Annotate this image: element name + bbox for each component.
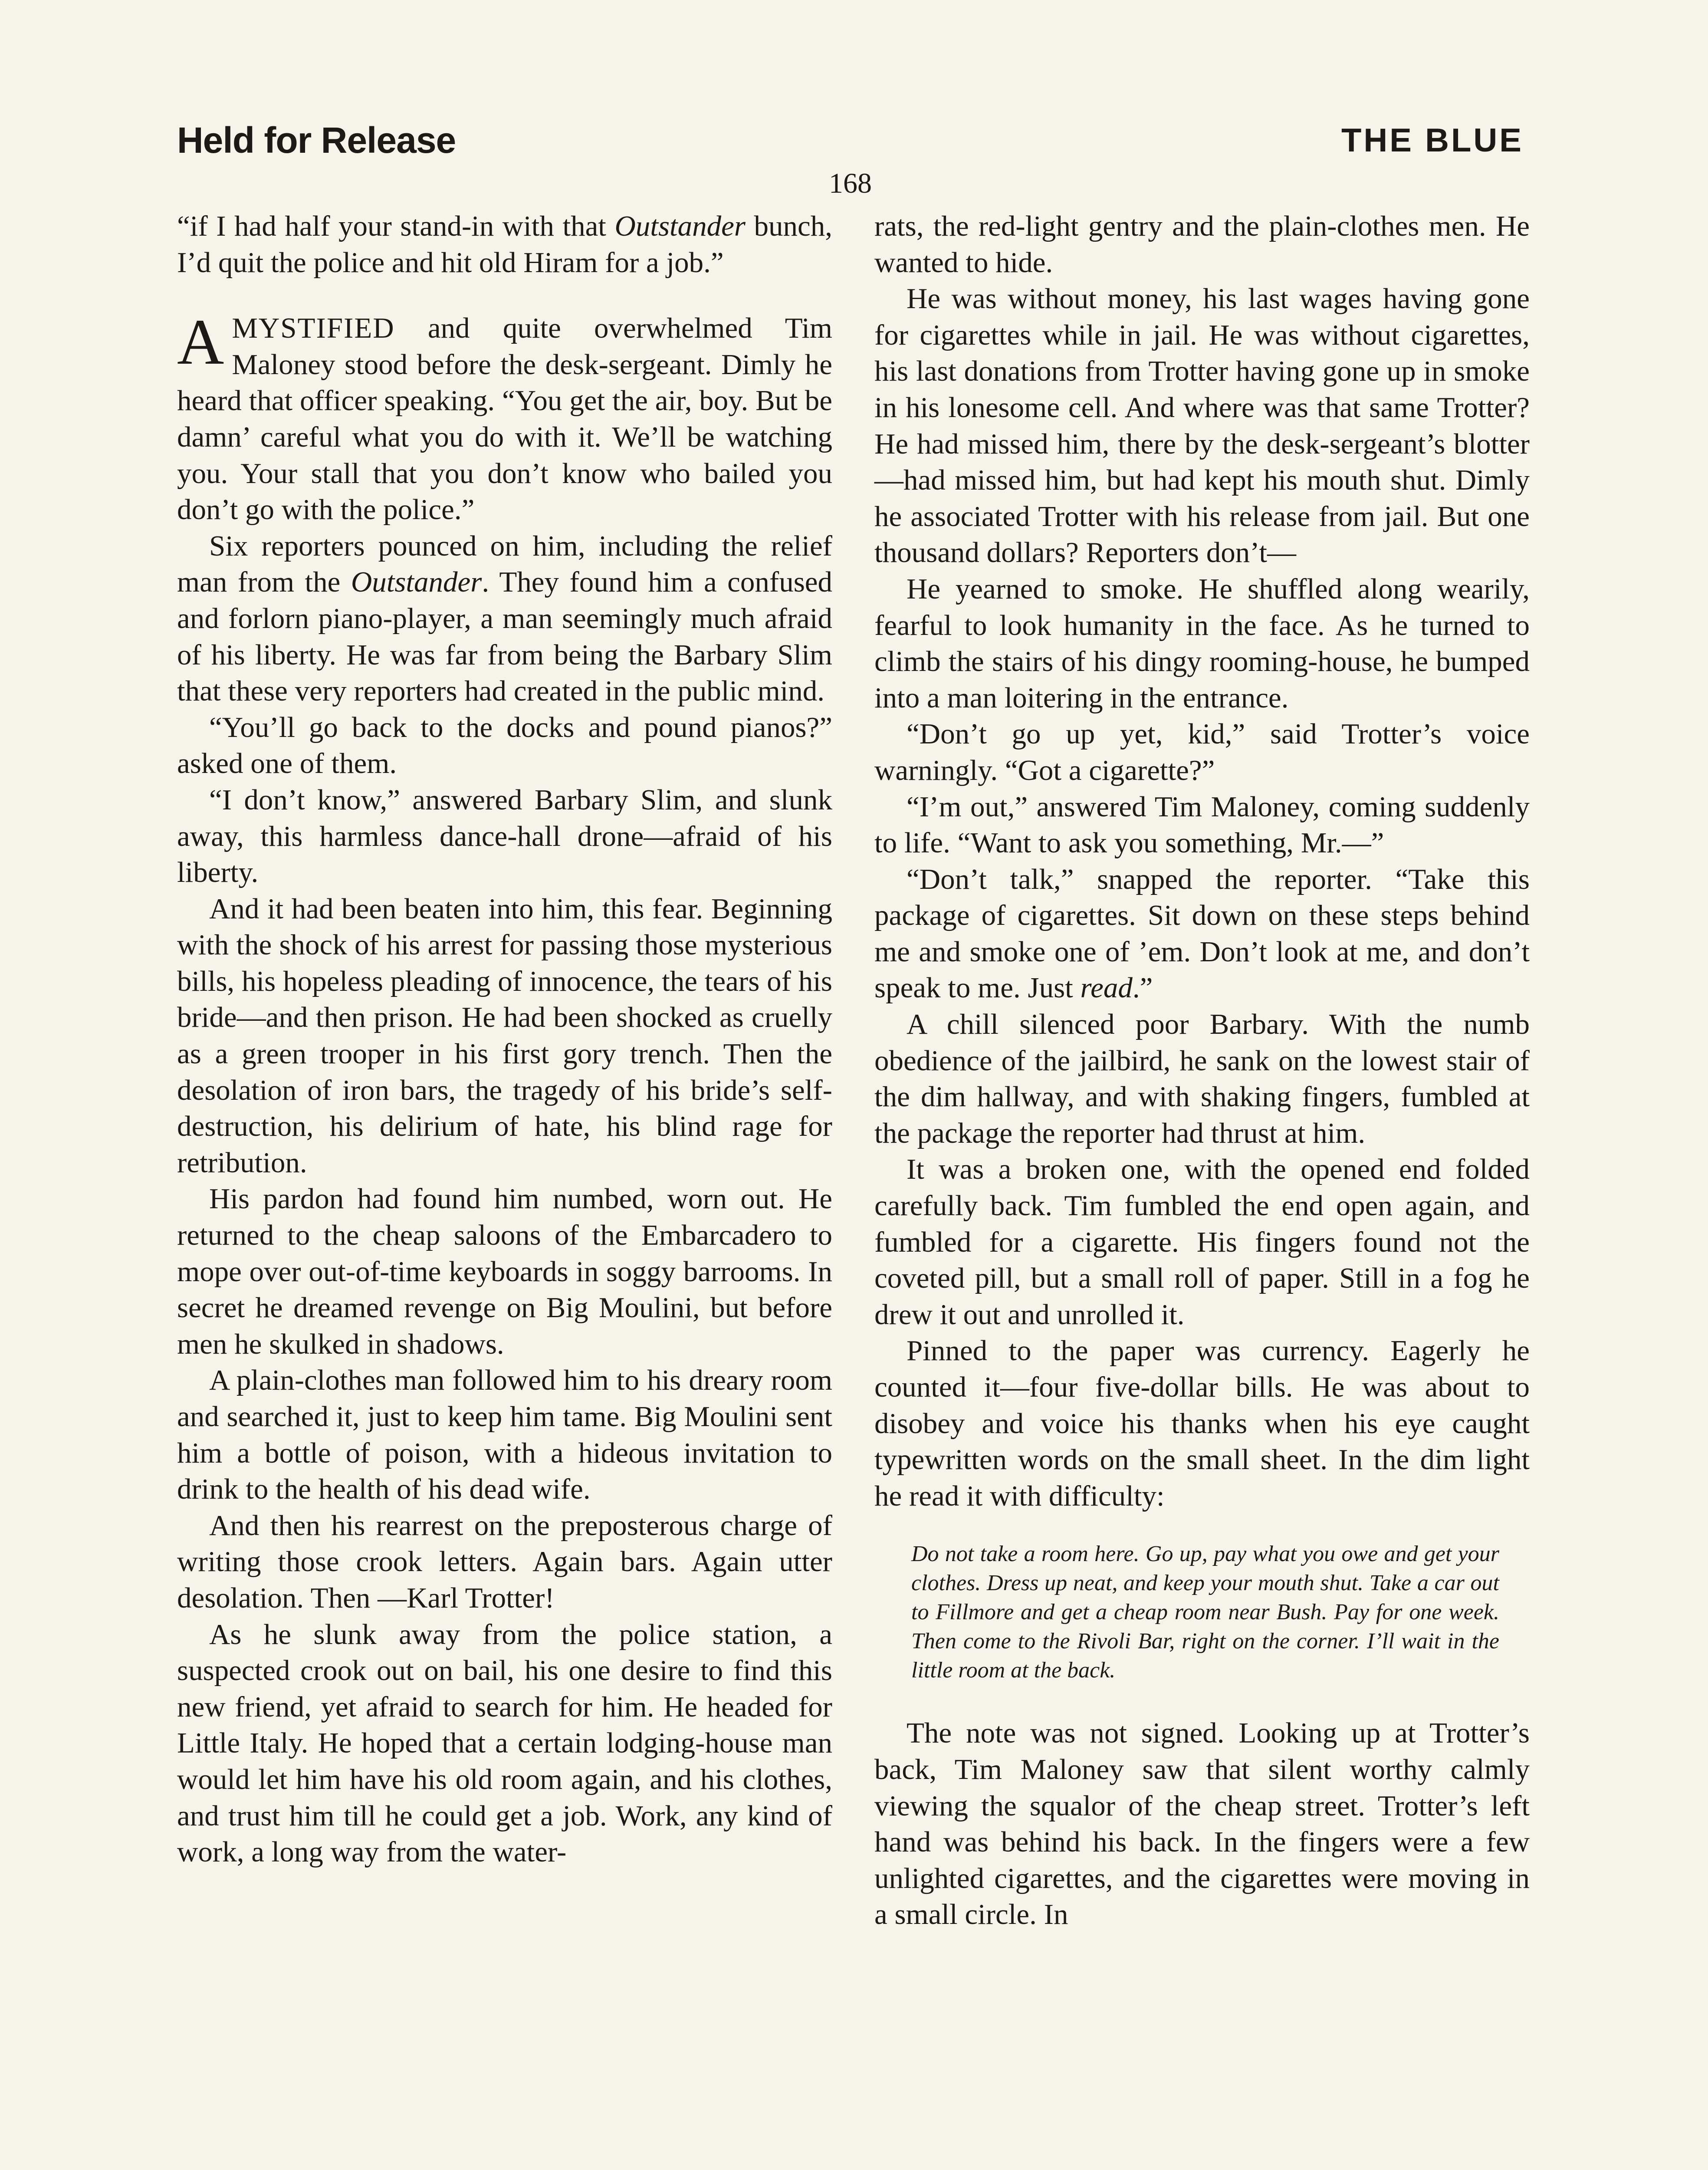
paragraph (874, 861, 1530, 1006)
paragraph: As he slunk away from the police station, a suspected crook out on bail, his one desire to find this new friend, yet afraid to search for him. He headed for Little Italy. He hoped that a certain lodging-house man would let him have his old room again, and his clothes, and trust him till he could get a job. Work, any kind of work, a long way from the water- (177, 1618, 832, 1868)
magazine-name: THE BLUE (1341, 122, 1524, 159)
lead-caps: MYSTIFIED (232, 312, 395, 345)
text-run: .” (1132, 972, 1153, 1004)
text-run: “if I had half your stand-in with that (177, 210, 615, 242)
paragraph: His pardon had found him numbed, worn out. He returned to the cheap saloons of the Embarcadero to mope over out-of-time keyboards in soggy barrooms. In secret he dreamed revenge on Big Moulini, but before men he skulked in shadows. (177, 1183, 832, 1360)
paragraph: It was a broken one, with the opened end folded carefully back. Tim fumbled the end open again, and fumbled for a cigarette. His fingers found not the coveted pill, but a small roll of paper. Still in a fog he drew it out and unrolled it. (874, 1153, 1530, 1331)
text-run: . They found him a confused and forlorn piano-player, a man seemingly much afraid of his liberty. He was far from being the Barbary Slim that these very reporters had created in the public mind. (177, 566, 833, 707)
text-run: Six reporters pounced on him, including the relief man from the (177, 529, 832, 598)
paragraph (177, 208, 832, 281)
paragraph: “Don’t go up yet, kid,” said Trotter’s voice warningly. “Got a cigarette?” (874, 718, 1530, 786)
right-column (874, 208, 1530, 1933)
paragraph: He was without money, his last wages having gone for cigarettes while in jail. He was without cigarettes, his last donations from Trotter having gone up in smoke in his lonesome cell. And where was that same Trotter? He had missed him, there by the desk-sergeant’s blotter—had missed him, but had kept his mouth shut. Dimly he associated Trotter with his release from jail. But one thousand dollars? Reporters don’t— (874, 283, 1530, 569)
paragraph: A plain-clothes man followed him to his dreary room and searched it, just to keep him tame. Big Moulini sent him a bottle of poison, with a hideous invitation to drink to the health of his dead wife. (177, 1364, 832, 1506)
paragraph (177, 306, 832, 528)
paragraph: “I’m out,” answered Tim Maloney, coming suddenly to life. “Want to ask you something, Mr.—” (874, 790, 1530, 859)
typewritten-note: Do not take a room here. Go up, pay what you owe and get your clothes. Dress up neat, and keep your mouth shut. Take a car out to Fillmore and get a cheap room near Bush. Pay for one week. Then come to the Rivoli Bar, right on the corner. I’ll wait in the little room at the back. (911, 1542, 1499, 1683)
text-run: “Don’t talk,” snapped the reporter. “Take this package of cigarettes. Sit down on these steps behind me and smoke one of ’em. Don’t look at me, and don’t speak to me. Just (874, 863, 1530, 1004)
text-run: bunch, I’d quit the police and hit old Hiram for a job.” (177, 210, 832, 279)
section-break (177, 281, 832, 310)
paragraph (177, 528, 832, 710)
italic-text: Outstander (614, 210, 746, 242)
paragraph: He yearned to smoke. He shuffled along wearily, fearful to look humanity in the face. As he turned to climb the stairs of his dingy rooming-house, he bumped into a man loitering in the entrance. (874, 572, 1530, 714)
paragraph: “I don’t know,” answered Barbary Slim, and slunk away, this harmless dance-hall drone—afraid of his liberty. (177, 783, 832, 889)
paragraph: “You’ll go back to the docks and pound pianos?” asked one of them. (177, 711, 832, 780)
italic-text: Outstander (351, 566, 482, 598)
paragraph: Pinned to the paper was currency. Eagerly he counted it—four five-dollar bills. He was about to disobey and voice his thanks when his eye caught typewritten words on the small sheet. In the dim light he read it with difficulty: (874, 1335, 1530, 1512)
paragraph: The note was not signed. Looking up at Trotter’s back, Tim Maloney saw that silent worthy calmly viewing the squalor of the cheap street. Trotter’s left hand was behind his back. In the fingers were a few unlighted cigarettes, and the cigarettes were moving in a small circle. In (874, 1717, 1530, 1931)
paragraph: And then his rearrest on the preposterous charge of writing those crook letters. Again bars. Again utter desolation. Then —Karl Trotter! (177, 1509, 832, 1614)
page-number: 168 (829, 168, 872, 199)
drop-cap: A (177, 306, 224, 378)
italic-text: read (1080, 972, 1133, 1004)
text-run: and quite overwhelmed Tim Maloney stood before the desk-sergeant. Dimly he heard that officer speaking. “You get the air, boy. But be damn’ careful what you do with it. We’ll be watching you. Your stall that you don’t know who bailed you don’t go with the police.” (177, 312, 832, 526)
story-title: Held for Release (177, 120, 456, 161)
paragraph: And it had been beaten into him, this fear. Beginning with the shock of his arrest for passing those mysterious bills, his hopeless pleading of innocence, the tears of his bride—and then prison. He had been shocked as cruelly as a green trooper in his first gory trench. Then the desolation of iron bars, the tragedy of his bride’s self-destruction, his delirium of hate, his blind rage for retribution. (177, 892, 832, 1179)
left-column (177, 208, 832, 1871)
paragraph: rats, the red-light gentry and the plain-clothes men. He wanted to hide. (874, 210, 1530, 279)
paragraph: A chill silenced poor Barbary. With the numb obedience of the jailbird, he sank on the lowest stair of the dim hallway, and with shaking fingers, fumbled at the package the reporter had thrust at him. (874, 1008, 1530, 1149)
